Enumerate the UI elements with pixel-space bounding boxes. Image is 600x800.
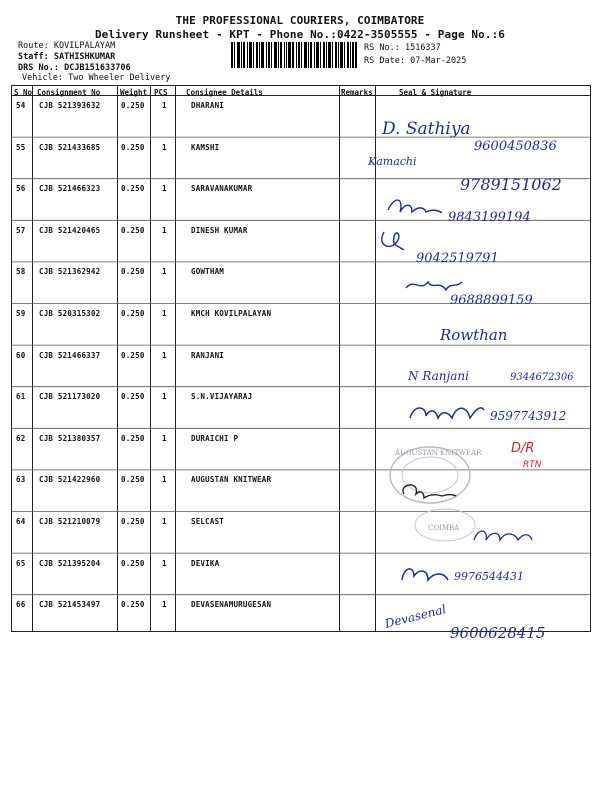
row-sno: 64: [16, 517, 26, 526]
row-consignee: DINESH KUMAR: [191, 225, 248, 235]
row-weight: 0.250: [121, 184, 145, 194]
row-weight: 0.250: [121, 225, 145, 235]
row-consignment-no: CJB 521420465: [39, 225, 101, 235]
row-pcs: 1: [162, 309, 167, 318]
sig-56-phone: 9843199194: [448, 210, 531, 225]
sig-62-sub: RTN: [523, 460, 542, 470]
rs-number-line: RS No.: 1516337: [364, 43, 441, 53]
row-sno: 62: [16, 433, 26, 443]
row-consignment-no: CJB 521210079: [39, 517, 101, 526]
row-sno: 57: [16, 225, 26, 235]
row-pcs: 1: [162, 267, 167, 277]
drs-line: DRS No.: DCJB151633706: [18, 63, 131, 73]
row-sno: 55: [16, 142, 26, 152]
row-consignment-no: CJB 521466323: [39, 184, 101, 194]
rs-date-line: RS Date: 07-Mar-2025: [364, 56, 467, 66]
row-pcs: 1: [162, 517, 167, 526]
row-consignee: DEVASENAMURUGESAN: [191, 600, 272, 610]
row-sno: 66: [16, 600, 26, 610]
row-pcs: 1: [162, 142, 167, 152]
row-pcs: 1: [162, 350, 167, 360]
company-title: THE PROFESSIONAL COURIERS, COIMBATORE: [175, 14, 425, 27]
rs-number: 1516337: [404, 43, 441, 53]
sig-65-phone: 9976544431: [454, 570, 524, 583]
row-consignee: S.N.VIJAYARAJ: [191, 392, 253, 402]
row-weight: 0.250: [121, 600, 145, 610]
row-consignee: RANJANI: [191, 350, 225, 360]
row-consignment-no: CJB 520315302: [39, 309, 101, 318]
barcode-icon: [231, 42, 357, 68]
header-pcs: PCS: [154, 88, 168, 97]
stamp-text: AUGUSTAN KNITWEAR: [395, 449, 482, 457]
row-consignment-no: CJB 521393632: [39, 101, 101, 110]
staff-line: Staff: SATHISHKUMAR: [18, 52, 116, 62]
row-consignment-no: CJB 521395204: [39, 558, 101, 568]
row-pcs: 1: [162, 225, 167, 235]
row-weight: 0.250: [121, 101, 145, 110]
row-consignment-no: CJB 521422960: [39, 475, 101, 485]
row-weight: 0.250: [121, 309, 145, 318]
row-consignment-no: CJB 521380357: [39, 433, 101, 443]
sig-54-phone: 9600450836: [474, 139, 557, 154]
runsheet-table: [11, 85, 591, 632]
row-consignee: KAMSHI: [191, 142, 220, 152]
header-seal: Seal & Signature: [399, 88, 472, 97]
row-consignee: GOWTHAM: [191, 267, 225, 277]
runsheet-title: Delivery Runsheet - KPT - Phone No.:0422-3505555 - Page No.:6: [94, 28, 506, 41]
row-pcs: 1: [162, 558, 167, 568]
sig-55-phone: 9789151062: [460, 175, 562, 194]
header-remarks: Remarks: [341, 88, 373, 97]
row-consignment-no: CJB 521173020: [39, 392, 101, 402]
row-pcs: 1: [162, 475, 167, 485]
row-weight: 0.250: [121, 142, 145, 152]
row-pcs: 1: [162, 101, 167, 110]
sig-60-name: N Ranjani: [408, 369, 469, 383]
row-consignee: DURAICHI P: [191, 433, 239, 443]
row-weight: 0.250: [121, 475, 145, 485]
row-consignee: DHARANI: [191, 101, 225, 110]
sig-59-name: Rowthan: [440, 326, 508, 344]
row-sno: 59: [16, 309, 26, 318]
header-sno: S No: [14, 88, 33, 97]
sig-58-phone: 9688899159: [450, 293, 533, 308]
header-consignment: Consignment No: [37, 88, 101, 97]
row-weight: 0.250: [121, 350, 145, 360]
route-value: KOVILPALAYAM: [53, 41, 116, 51]
sig-66-name: Devasenal: [383, 602, 448, 631]
row-consignee: KMCH KOVILPALAYAN: [191, 309, 272, 318]
row-sno: 65: [16, 558, 26, 568]
row-sno: 60: [16, 350, 26, 360]
row-consignee: SARAVANAKUMAR: [191, 184, 253, 194]
vehicle-line: Vehicle: Two Wheeler Delivery: [22, 73, 171, 83]
row-sno: 58: [16, 267, 26, 277]
row-pcs: 1: [162, 184, 167, 194]
stamp-city: COIMBA: [428, 524, 460, 532]
row-sno: 61: [16, 392, 26, 402]
drs-value: DCJB151633706: [64, 63, 131, 73]
sig-55-name: Kamachi: [368, 155, 417, 168]
row-pcs: 1: [162, 392, 167, 402]
sig-60-phone: 9344672306: [510, 372, 574, 383]
header-consignee: Consignee Details: [186, 88, 263, 97]
row-consignee: AUGUSTAN KNITWEAR: [191, 475, 272, 485]
header-weight: Weight: [120, 88, 148, 97]
row-sno: 56: [16, 184, 26, 194]
route-line: Route: KOVILPALAYAM: [18, 41, 116, 51]
row-weight: 0.250: [121, 267, 145, 277]
rs-date: 07-Mar-2025: [410, 56, 467, 66]
sig-54-name: D. Sathiya: [382, 119, 471, 139]
sig-61-phone: 9597743912: [490, 409, 567, 423]
row-weight: 0.250: [121, 392, 145, 402]
rs-info: [364, 42, 466, 68]
row-consignment-no: CJB 521362942: [39, 267, 101, 277]
row-consignment-no: CJB 521453497: [39, 600, 101, 610]
row-consignment-no: CJB 521466337: [39, 350, 101, 360]
row-pcs: 1: [162, 600, 167, 610]
vehicle-value: Two Wheeler Delivery: [68, 73, 171, 83]
row-weight: 0.250: [121, 517, 145, 526]
row-consignee: DEVIKA: [191, 558, 220, 568]
staff-value: SATHISHKUMAR: [53, 52, 116, 62]
row-pcs: 1: [162, 433, 167, 443]
sig-57-phone: 9042519791: [416, 251, 499, 266]
sig-66-phone: 9600628415: [450, 624, 546, 642]
row-consignee: SELCAST: [191, 517, 225, 526]
row-sno: 63: [16, 475, 26, 485]
row-sno: 54: [16, 101, 26, 110]
row-weight: 0.250: [121, 433, 145, 443]
sig-62-mark: D/R: [511, 441, 535, 456]
row-consignment-no: CJB 521433685: [39, 142, 101, 152]
row-weight: 0.250: [121, 558, 145, 568]
